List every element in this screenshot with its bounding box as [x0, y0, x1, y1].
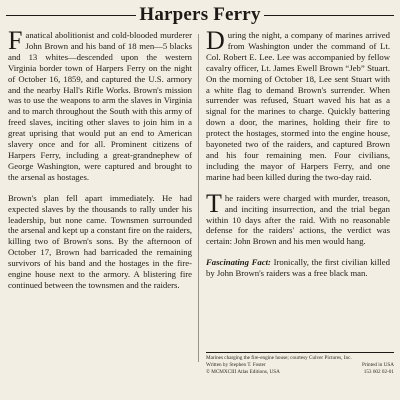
drop-cap: F: [8, 26, 23, 55]
printed-in: Printed in USA: [362, 362, 394, 368]
paragraph-text: Brown's plan fell apart immediately. He had expected slaves by the thousands to rally under his leadership, but none came. Townsmen surrounded the arsenal and kept up a constant fire on the raiders, killing two of Brown's sons. By the afternoon of October 17, Brown had barricaded the remaining survivors of his band and the hostages in the fire-engine house next to the armory. A blistering fire continued between the townsmen and the raiders.: [8, 192, 192, 290]
fact-label: Fascinating Fact:: [206, 257, 271, 268]
paragraph-text: anatical abolitionist and cold-blooded murderer John Brown and his band of 18 men—5 blacks and 13 whites—descended upon the western Virginia border town of Harpers Ferry on the night of October 16, 1859, and captured the U.S. armory and the nearby Hall's Rifle Works. Brown's mission was to use the weapons to arm the slaves in Virginia and to march throughout the South with this army of freed slaves, inciting other slaves to join him in a great uprising that would put an end to American slavery once and for all. Prominent citizens of Harpers Ferry, including a great-grandnephew of George Washington, were captured and brought to the arsenal as hostages.: [8, 30, 192, 182]
right-column: [206, 26, 390, 279]
column-divider: [198, 34, 199, 362]
title-rule-right: [264, 15, 394, 16]
paragraph-3: [206, 26, 390, 183]
footer-credit: [206, 355, 394, 376]
fascinating-fact: [206, 257, 390, 279]
photo-credit: Marines charging the fire-engine house; courtesy Culver Pictures, Inc.: [206, 355, 352, 361]
paragraph-4: [206, 188, 390, 248]
page-title: Harpers Ferry: [139, 4, 261, 25]
title-row: [0, 4, 400, 26]
copyright-line: [206, 369, 394, 376]
paragraph-text: uring the night, a company of marines arrived from Washington under the command of Lt. Col. Robert E. Lee. Lee was accompanied by fellow cavalry officer, Lt. James Ewell Brown “Jeb” Stuart. On the morning of October 18, Lee sent Stuart with a white flag to demand Brown's surrender. When surrender was refused, Stuart waved his hat as a signal for the marines to charge. Quickly battering down a door, the marines, holding their fire to protect the hostages, stormed into the engine house, bayoneted two of the raiders, and captured Brown and his four remaining men. Four civilians, including the mayor of Harpers Ferry, and one marine had been killed during the two-day raid.: [206, 30, 390, 182]
left-column: [8, 26, 192, 291]
paragraph-text: he raiders were charged with murder, treason, and inciting insurrection, and the trial began within 10 days after the raid. With no reasonable defense for the raiders' actions, the verdict was certain: John Brown and his men would hang.: [206, 192, 390, 247]
paragraph-2: [8, 193, 192, 291]
catalog-number: 153 602 02-01: [363, 369, 394, 375]
copyright: © MCMXCIII Atlas Editions, USA: [206, 369, 280, 375]
author: Written by Stephen T. Foster: [206, 362, 266, 368]
title-rule-left: [6, 15, 136, 16]
footer-rule: [206, 352, 394, 353]
fact-text: Ironically, the first civilian killed by John Brown's raiders was a free black man.: [206, 257, 390, 279]
paragraph-1: [8, 26, 192, 183]
drop-cap: T: [206, 188, 222, 218]
author-line: [206, 362, 394, 369]
drop-cap: D: [206, 26, 225, 55]
